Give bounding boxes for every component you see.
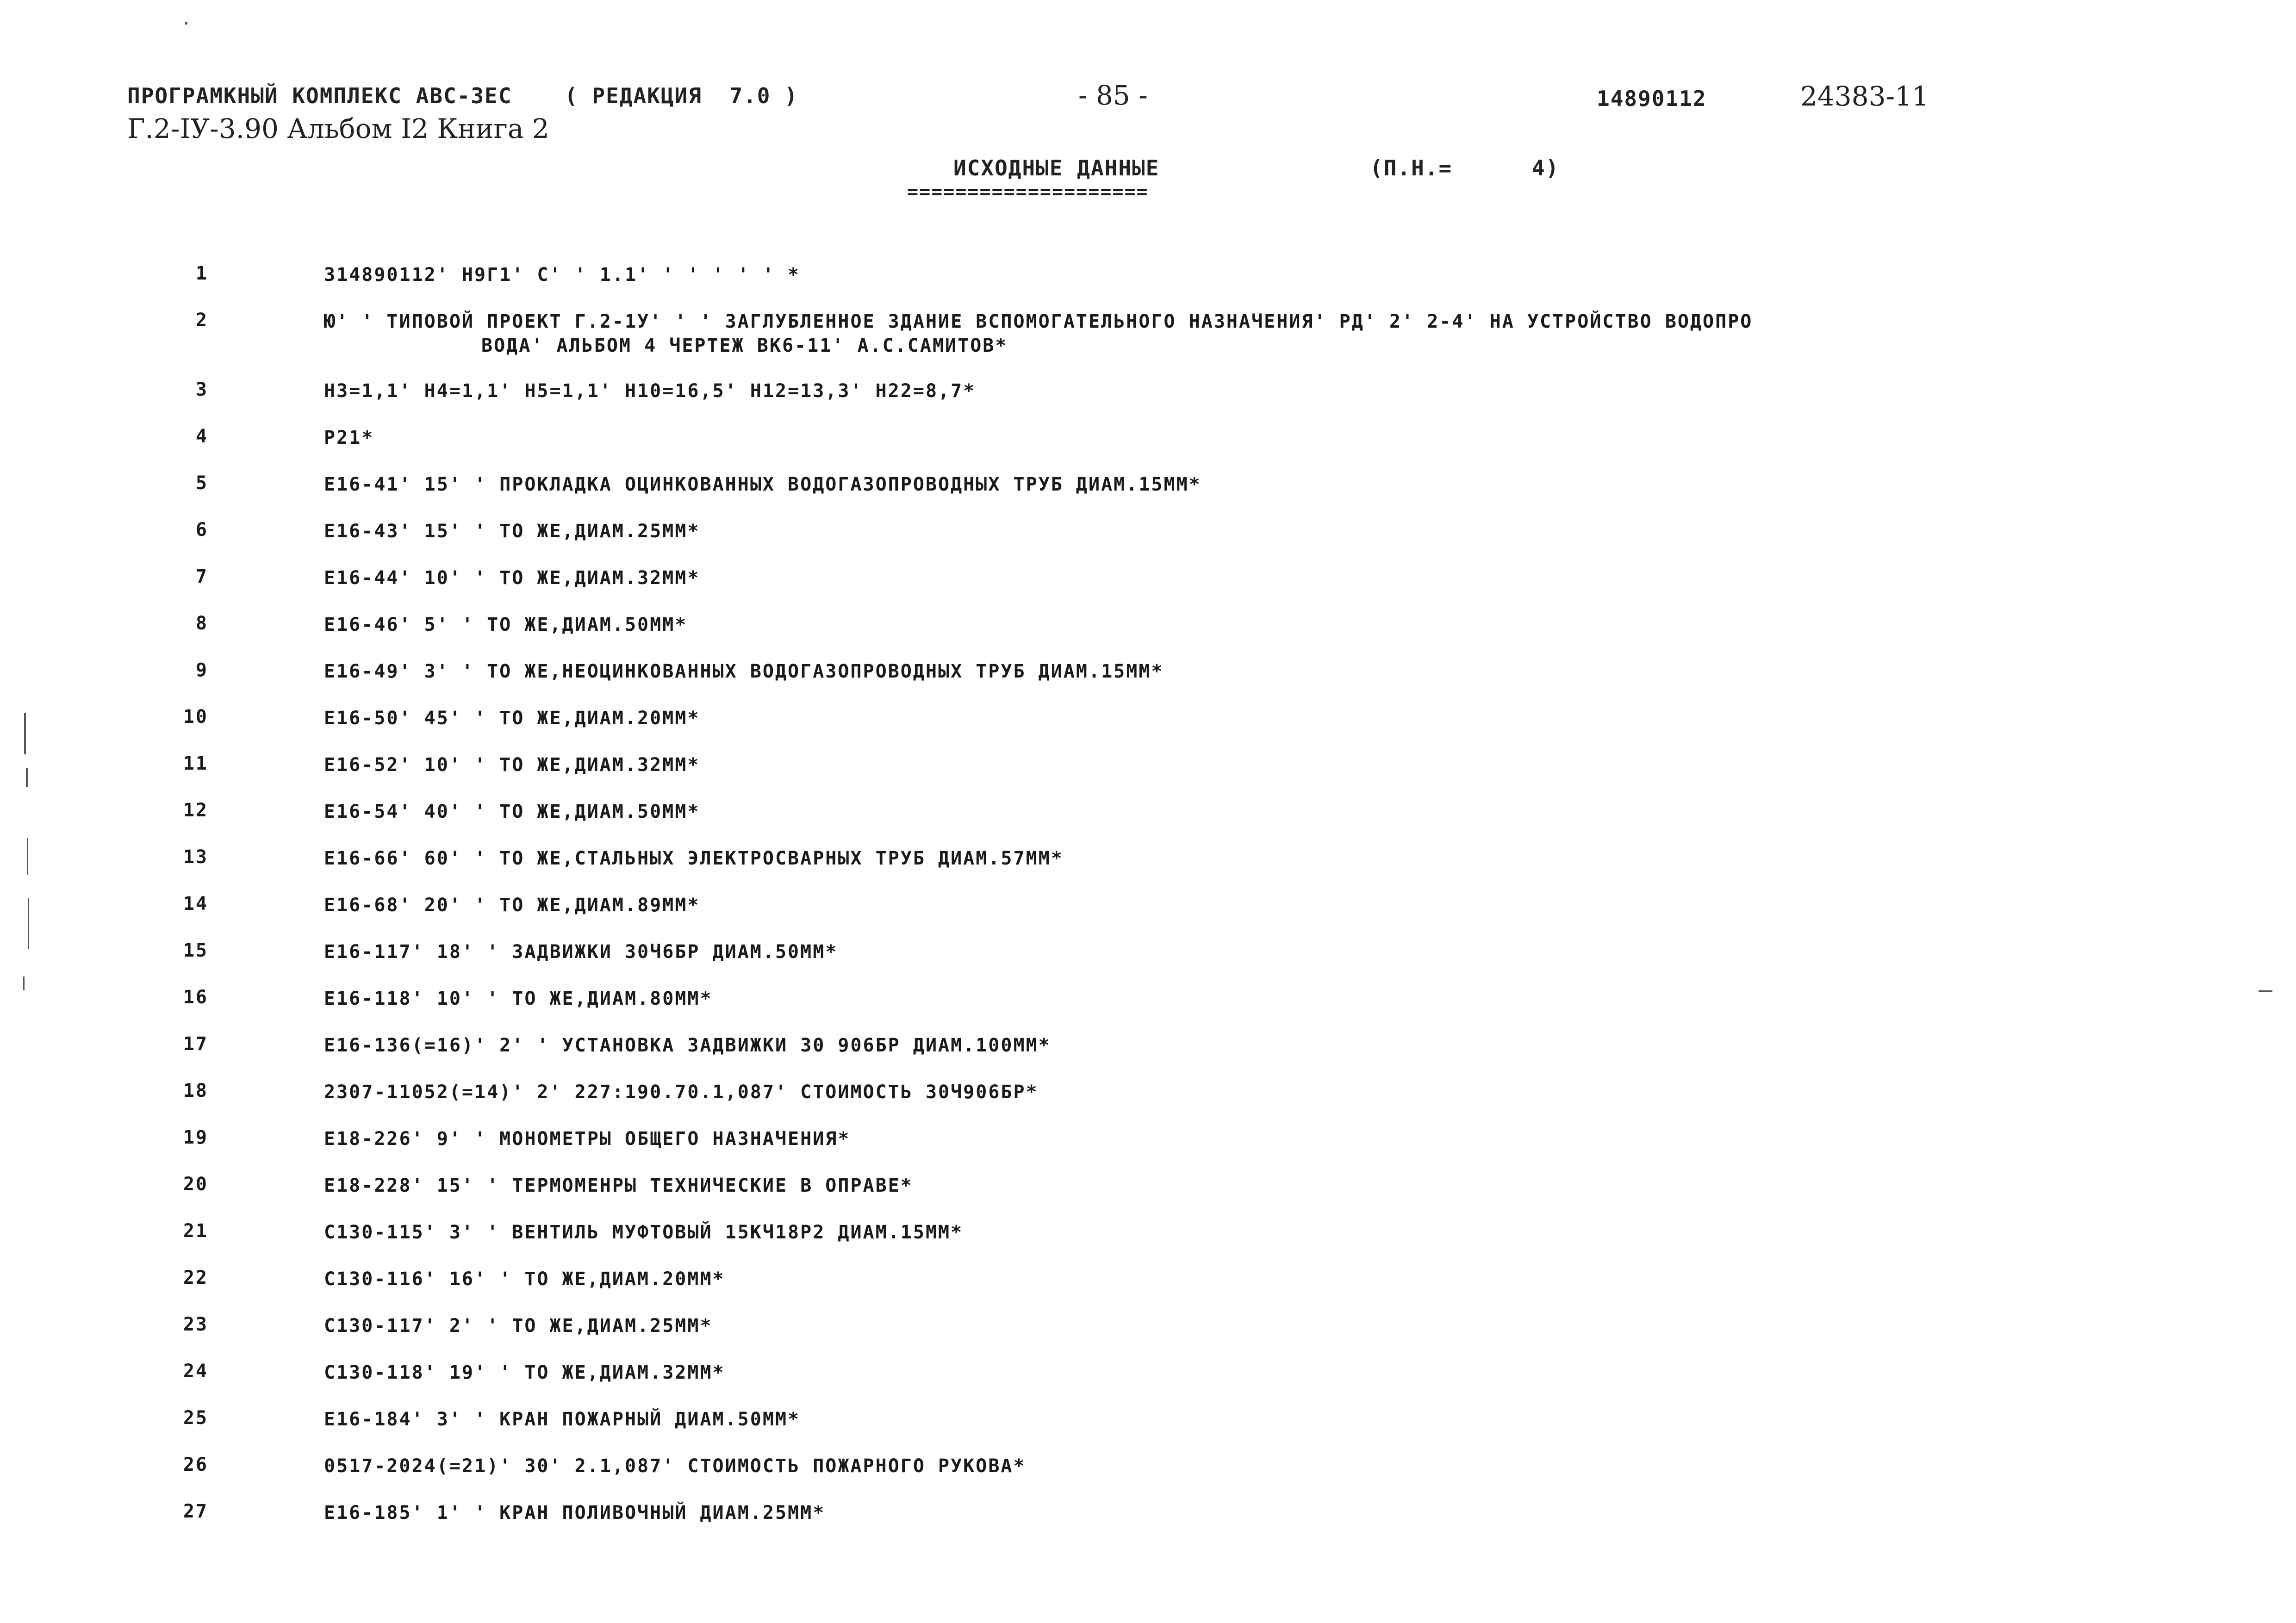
list-item	[0, 983, 2296, 1030]
section-underline: ====================	[907, 181, 1149, 203]
list-item	[0, 749, 2296, 796]
row-text: Е16-49' 3' ' ТО ЖЕ,НЕОЦИНКОВАННЫХ ВОДОГАЗОПРОВОДНЫХ ТРУБ ДИАМ.15ММ*	[324, 661, 1164, 682]
pn-value: 4)	[1532, 155, 1560, 180]
row-number: 6	[195, 519, 208, 541]
row-text: Е16-185' 1' ' КРАН ПОЛИВОЧНЫЙ ДИАМ.25ММ*	[324, 1502, 826, 1524]
row-text: Е16-136(=16)' 2' ' УСТАНОВКА ЗАДВИЖКИ 30 906БР ДИАМ.100ММ*	[324, 1035, 1051, 1056]
list-item	[0, 1076, 2296, 1123]
margin-mark	[26, 768, 28, 787]
row-text: 2307-11052(=14)' 2' 227:190.70.1,087' СТОИМОСТЬ 30Ч906БР*	[324, 1082, 1039, 1103]
row-number: 17	[183, 1033, 208, 1055]
list-item	[0, 1170, 2296, 1217]
row-continuation: ВОДА' АЛЬБОМ 4 ЧЕРТЕЖ ВК6-11' А.С.САМИТОВ*	[481, 335, 1008, 356]
row-text: Е16-54' 40' ' ТО ЖЕ,ДИАМ.50ММ*	[324, 801, 700, 822]
row-text: Е16-68' 20' ' ТО ЖЕ,ДИАМ.89ММ*	[324, 895, 700, 916]
row-number: 9	[195, 659, 208, 681]
list-item	[0, 1123, 2296, 1170]
row-number: 21	[183, 1220, 208, 1242]
row-number: 22	[183, 1267, 208, 1288]
margin-mark	[28, 898, 29, 949]
row-number: 2	[195, 310, 208, 331]
row-number: 8	[195, 613, 208, 634]
margin-mark	[24, 713, 26, 754]
row-text: С130-116' 16' ' ТО ЖЕ,ДИАМ.20ММ*	[324, 1269, 725, 1290]
margin-mark	[27, 838, 28, 875]
row-number: 23	[183, 1314, 208, 1335]
row-text: Р21*	[324, 427, 374, 448]
row-number: 27	[183, 1501, 208, 1522]
list-item	[0, 703, 2296, 749]
list-item	[0, 375, 2296, 422]
row-number: 18	[183, 1080, 208, 1101]
row-text: Е16-118' 10' ' ТО ЖЕ,ДИАМ.80ММ*	[324, 988, 713, 1009]
row-text: Е16-43' 15' ' ТО ЖЕ,ДИАМ.25ММ*	[324, 521, 700, 542]
row-number: 26	[183, 1454, 208, 1475]
list-item	[0, 936, 2296, 983]
row-text: Е16-46' 5' ' ТО ЖЕ,ДИАМ.50ММ*	[324, 614, 688, 635]
list-item	[0, 1217, 2296, 1263]
list-item	[0, 609, 2296, 656]
row-text: С130-115' 3' ' ВЕНТИЛЬ МУФТОВЫЙ 15КЧ18Р2 ДИАМ.15ММ*	[324, 1222, 964, 1243]
list-item	[0, 1497, 2296, 1544]
list-item	[0, 889, 2296, 936]
row-text: Е16-41' 15' ' ПРОКЛАДКА ОЦИНКОВАННЫХ ВОДОГАЗОПРОВОДНЫХ ТРУБ ДИАМ.15ММ*	[324, 474, 1201, 495]
row-text: Ю' ' ТИПОВОЙ ПРОЕКТ Г.2-1У' ' ' ЗАГЛУБЛЕННОЕ ЗДАНИЕ ВСПОМОГАТЕЛЬНОГО НАЗНАЧЕНИЯ' РД' 2' 2-4' НА УСТРОЙСТВО ВОДОПРО	[324, 311, 1753, 332]
row-text: 0517-2024(=21)' 30' 2.1,087' СТОИМОСТЬ ПОЖАРНОГО РУКОВА*	[324, 1455, 1026, 1477]
margin-mark	[23, 976, 25, 990]
list-item	[0, 1357, 2296, 1404]
row-number: 19	[183, 1127, 208, 1148]
list-item	[0, 422, 2296, 469]
list-item	[0, 796, 2296, 843]
row-text: Е18-226' 9' ' МОНОМЕТРЫ ОБЩЕГО НАЗНАЧЕНИЯ*	[324, 1128, 851, 1150]
row-number: 4	[195, 426, 208, 447]
row-text: Н3=1,1' Н4=1,1' Н5=1,1' Н10=16,5' Н12=13,3' Н22=8,7*	[324, 380, 976, 402]
row-text: Е16-52' 10' ' ТО ЖЕ,ДИАМ.32ММ*	[324, 754, 700, 776]
row-text: Е16-50' 45' ' ТО ЖЕ,ДИАМ.20ММ*	[324, 708, 700, 729]
margin-mark	[2259, 990, 2272, 992]
row-number: 14	[183, 893, 208, 914]
row-number: 1	[195, 263, 208, 284]
list-item	[0, 306, 2296, 375]
row-number: 5	[195, 473, 208, 494]
handwritten-stamp: 24383-11	[1800, 81, 1929, 112]
list-item	[0, 259, 2296, 306]
row-number: 10	[183, 706, 208, 728]
page-number: - 85 -	[1078, 80, 1148, 111]
document-code: 14890112	[1597, 86, 1707, 111]
pn-label: (П.Н.=	[1370, 155, 1453, 180]
list-item	[0, 1404, 2296, 1450]
project-designation: Г.2-IУ-3.90 Альбом I2 Книга 2	[127, 113, 549, 144]
list-item	[0, 1030, 2296, 1076]
row-number: 3	[195, 379, 208, 400]
row-text: Е16-184' 3' ' КРАН ПОЖАРНЫЙ ДИАМ.50ММ*	[324, 1409, 801, 1430]
edition-label: ( РЕДАКЦИЯ 7.0 )	[565, 83, 798, 108]
row-number: 24	[183, 1361, 208, 1382]
list-item	[0, 562, 2296, 609]
program-name: ПРОГРАМКНЫЙ КОМПЛЕКС АВС-ЗЕС	[127, 83, 512, 108]
row-number: 12	[183, 800, 208, 821]
row-text: С130-118' 19' ' ТО ЖЕ,ДИАМ.32ММ*	[324, 1362, 725, 1383]
list-item	[0, 1310, 2296, 1357]
margin-mark	[185, 22, 187, 25]
section-title: ИСХОДНЫЕ ДАННЫЕ	[953, 155, 1160, 180]
row-text: Е18-228' 15' ' ТЕРМОМЕНРЫ ТЕХНИЧЕСКИЕ В ОПРАВЕ*	[324, 1175, 913, 1196]
row-text: Е16-44' 10' ' ТО ЖЕ,ДИАМ.32ММ*	[324, 567, 700, 589]
input-data-list	[0, 259, 2296, 1544]
row-number: 13	[183, 846, 208, 868]
row-number: 20	[183, 1174, 208, 1195]
list-item	[0, 1263, 2296, 1310]
row-number: 11	[183, 753, 208, 774]
row-number: 25	[183, 1407, 208, 1429]
row-text: Е16-66' 60' ' ТО ЖЕ,СТАЛЬНЫХ ЭЛЕКТРОСВАРНЫХ ТРУБ ДИАМ.57ММ*	[324, 848, 1064, 869]
row-text: 314890112' Н9Г1' С' ' 1.1' ' ' ' ' ' *	[324, 264, 801, 286]
list-item	[0, 516, 2296, 562]
row-number: 16	[183, 987, 208, 1008]
list-item	[0, 656, 2296, 703]
list-item	[0, 469, 2296, 516]
row-number: 15	[183, 940, 208, 961]
list-item	[0, 843, 2296, 889]
list-item	[0, 1450, 2296, 1497]
row-text: С130-117' 2' ' ТО ЖЕ,ДИАМ.25ММ*	[324, 1315, 713, 1337]
row-text: Е16-117' 18' ' ЗАДВИЖКИ 30Ч6БР ДИАМ.50ММ*	[324, 941, 838, 963]
row-number: 7	[195, 566, 208, 587]
